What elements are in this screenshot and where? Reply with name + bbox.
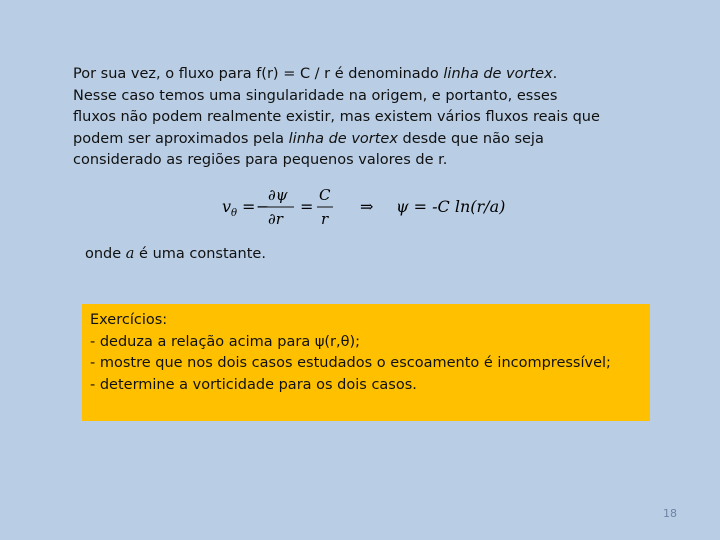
- formula-lhs-var: v: [222, 197, 232, 216]
- body-paragraph: [73, 64, 633, 172]
- paragraph-text: desde que não seja: [397, 130, 544, 147]
- formula-frac1-num: ∂ψ: [268, 186, 288, 204]
- paragraph-line-3: fluxos não podem realmente existir, mas existem vários fluxos reais que: [73, 109, 600, 126]
- paragraph-line-4: [73, 129, 633, 151]
- paragraph-text: .: [552, 66, 558, 82]
- paragraph-line-1: [73, 64, 633, 86]
- formula-frac2-num: C: [319, 186, 331, 204]
- implies-arrow: ⇒: [360, 197, 374, 216]
- velocity-formula: [220, 182, 520, 232]
- note-text: onde: [85, 246, 126, 262]
- page-number: 18: [663, 507, 677, 520]
- paragraph-text: Por sua vez, o fluxo para f(r) = C / r é denominado: [73, 66, 444, 82]
- formula-minus: −: [256, 197, 270, 216]
- emphasized-term: linha de vortex: [288, 130, 398, 147]
- paragraph-line-5: considerado as regiões para pequenos valores de r.: [73, 152, 448, 169]
- exercises-title: Exercícios:: [90, 312, 168, 328]
- paragraph-line-2: Nesse caso temos uma singularidade na origem, e portanto, esses: [73, 87, 558, 104]
- emphasized-term: linha de vortex: [443, 66, 553, 82]
- exercise-item: - determine a vorticidade para os dois casos.: [90, 376, 417, 393]
- exercise-item: - deduza a relação acima para ψ(r,θ);: [90, 333, 361, 350]
- exercise-item: - mostre que nos dois casos estudados o escoamento é incompressível;: [90, 355, 611, 371]
- note-text: é uma constante.: [134, 246, 266, 262]
- paragraph-text: podem ser aproximados pela: [73, 130, 289, 147]
- constant-note: [85, 246, 266, 262]
- exercises-box: [82, 304, 650, 421]
- formula-rhs: ψ = -C ln(r/a): [396, 197, 506, 216]
- formula-frac1-den: ∂r: [268, 210, 283, 228]
- formula-eq-2: =: [300, 197, 314, 216]
- formula-lhs-sub: θ: [231, 208, 238, 219]
- note-variable: a: [125, 246, 135, 262]
- formula-eq-1: =: [242, 197, 256, 216]
- formula-frac2-den: r: [321, 210, 329, 228]
